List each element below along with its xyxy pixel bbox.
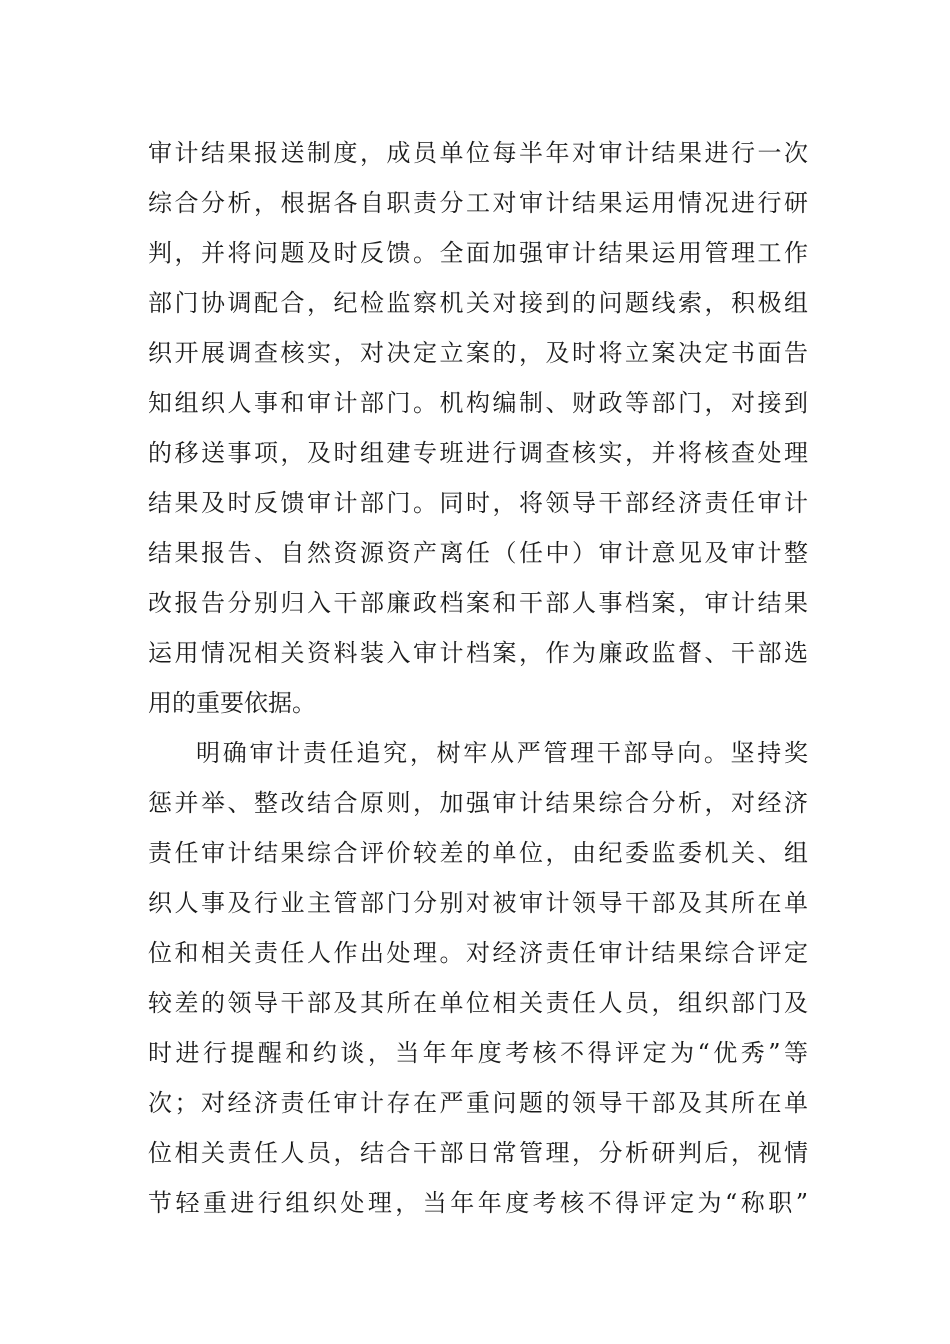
- text-line: 判，并将问题及时反馈。全面加强审计结果运用管理工作: [148, 239, 808, 267]
- text-line: 结果及时反馈审计部门。同时，将领导干部经济责任审计: [148, 489, 808, 517]
- text-line: 次；对经济责任审计存在严重问题的领导干部及其所在单: [148, 1089, 808, 1117]
- text-line: 节轻重进行组织处理，当年年度考核不得评定为“称职”: [148, 1189, 808, 1217]
- text-line: 改报告分别归入干部廉政档案和干部人事档案，审计结果: [148, 589, 808, 617]
- text-line: 用的重要依据。: [148, 689, 316, 717]
- paragraph-audit-accountability: [148, 728, 808, 1228]
- text-line: 知组织人事和审计部门。机构编制、财政等部门，对接到: [148, 389, 808, 417]
- text-line: 的移送事项，及时组建专班进行调查核实，并将核查处理: [148, 439, 808, 467]
- document-body: [148, 128, 808, 1228]
- paragraph-audit-results-reporting: [148, 128, 808, 728]
- text-line: 较差的领导干部及其所在单位相关责任人员，组织部门及: [148, 989, 808, 1017]
- text-line: 审计结果报送制度，成员单位每半年对审计结果进行一次: [148, 139, 808, 167]
- text-line: 惩并举、整改结合原则，加强审计结果综合分析，对经济: [148, 789, 808, 817]
- text-line: 部门协调配合，纪检监察机关对接到的问题线索，积极组: [148, 289, 808, 317]
- text-line: 织开展调查核实，对决定立案的，及时将立案决定书面告: [148, 339, 808, 367]
- text-line: 责任审计结果综合评价较差的单位，由纪委监委机关、组: [148, 839, 808, 867]
- text-line: 织人事及行业主管部门分别对被审计领导干部及其所在单: [148, 889, 808, 917]
- text-line: 综合分析，根据各自职责分工对审计结果运用情况进行研: [148, 189, 808, 217]
- text-line: 明确审计责任追究，树牢从严管理干部导向。坚持奖: [196, 739, 808, 767]
- text-line: 位和相关责任人作出处理。对经济责任审计结果综合评定: [148, 939, 808, 967]
- text-line: 位相关责任人员，结合干部日常管理，分析研判后，视情: [148, 1139, 808, 1167]
- text-line: 运用情况相关资料装入审计档案，作为廉政监督、干部选: [148, 639, 808, 667]
- text-line: 时进行提醒和约谈，当年年度考核不得评定为“优秀”等: [148, 1039, 808, 1067]
- text-line: 结果报告、自然资源资产离任（任中）审计意见及审计整: [148, 539, 808, 567]
